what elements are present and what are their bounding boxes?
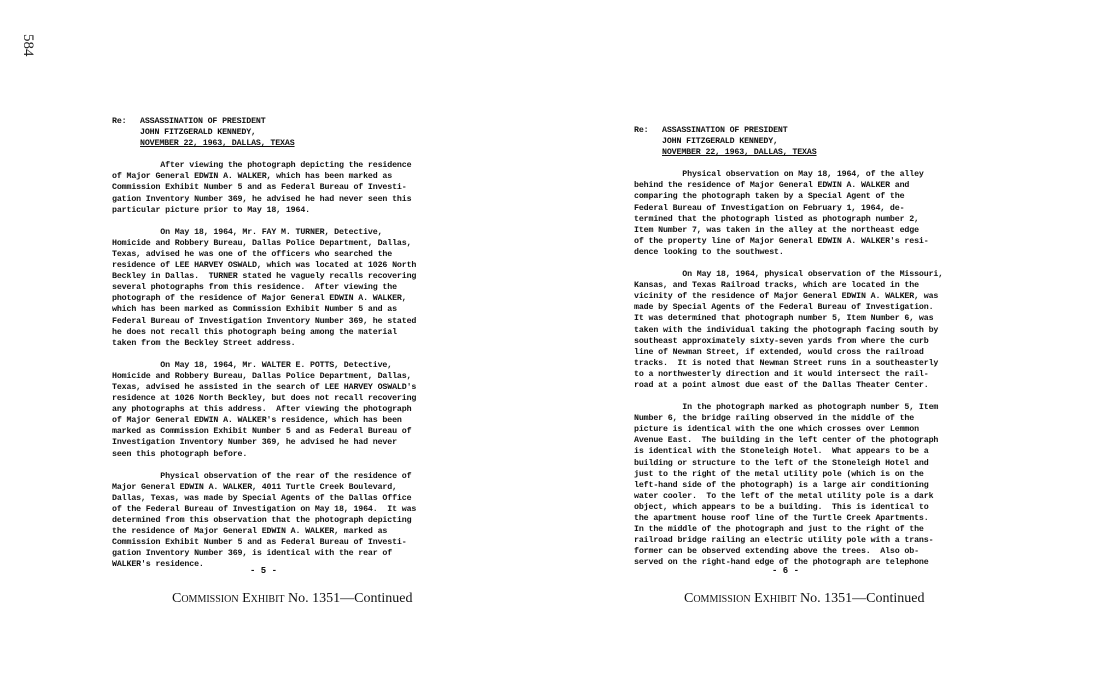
text-line: residence at 1026 North Beckley, but does not recall recovering (112, 394, 417, 404)
text-line: tracks. It is noted that Newman Street runs in a southeasterly (634, 358, 939, 368)
text-line: On May 18, 1964, Mr. WALTER E. POTTS, Detective, (112, 360, 393, 370)
text-line: In the middle of the photograph and just to the right of the (634, 525, 924, 535)
right-caption (684, 591, 924, 607)
text-line: residence of LEE HARVEY OSWALD, which was located at 1026 North (112, 261, 417, 271)
text-line: railroad bridge railing an electric utility pole with a trans- (634, 536, 934, 546)
text-line: Dallas, Texas, was made by Special Agents of the Dallas Office (112, 493, 412, 503)
right-re-label: Re: (634, 126, 649, 135)
text-line: of the Federal Bureau of Investigation on May 18, 1964. It was (112, 504, 417, 514)
text-line: Homicide and Robbery Bureau, Dallas Police Department, Dallas, (112, 238, 412, 248)
text-line: Texas, advised he was one of the officers who searched the (112, 249, 393, 259)
right-page-text (634, 125, 996, 568)
left-re-line: JOHN FITZGERALD KENNEDY, (140, 128, 256, 138)
text-line: dence looking to the southwest. (634, 247, 784, 257)
text-line: comparing the photograph taken by a Special Agent of the (634, 192, 905, 202)
right-page-label: - 6 - (772, 566, 800, 576)
text-line: served on the right-hand edge of the photograph are telephone (634, 558, 929, 568)
left-paragraph (112, 360, 472, 460)
left-caption-prefix: Commission Exhibit (172, 591, 285, 606)
text-line: line of Newman Street, if extended, would cross the railroad (634, 347, 924, 357)
text-line: Physical observation on May 18, 1964, of the alley (634, 170, 924, 180)
text-line: object, which appears to be a building. This is identical to (634, 502, 929, 512)
text-line: Beckley in Dallas. TURNER stated he vaguely recalls recovering (112, 272, 417, 282)
right-paragraphs (634, 169, 996, 568)
text-line: made by Special Agents of the Federal Bureau of Investigation. (634, 303, 934, 313)
left-page-label: - 5 - (250, 566, 278, 576)
text-line: left-hand side of the photograph) is a large air conditioning (634, 480, 929, 490)
right-re-line: JOHN FITZGERALD KENNEDY, (662, 137, 778, 147)
text-line: southeast approximately sixty-seven yards from where the curb (634, 336, 929, 346)
right-paragraph (634, 169, 996, 258)
text-line: It was determined that photograph number 5, Item Number 6, was (634, 314, 934, 324)
left-paragraph (112, 160, 472, 215)
text-line: After viewing the photograph depicting the residence (112, 161, 412, 171)
text-line: the apartment house roof line of the Turtle Creek Apartments. (634, 514, 929, 523)
right-paragraph (634, 402, 996, 568)
text-line: Homicide and Robbery Bureau, Dallas Police Department, Dallas, (112, 371, 412, 381)
text-line: behind the residence of Major General EDWIN A. WALKER and (634, 181, 910, 191)
text-line: seen this photograph before. (112, 449, 248, 459)
text-line: Number 6, the bridge railing observed in the middle of the (634, 414, 915, 424)
page-number: 584 (20, 34, 36, 57)
text-line: water cooler. To the left of the metal utility pole is a dark (634, 491, 934, 501)
text-line: any photographs at this address. After viewing the photograph (112, 405, 412, 415)
left-paragraph (112, 227, 472, 349)
text-line: marked as Commission Exhibit Number 5 and as Federal Bureau of (112, 427, 412, 437)
left-caption-rest: No. 1351—Continued (284, 591, 413, 606)
text-line: is identical with the Stoneleigh Hotel. What appears to be a (634, 447, 929, 457)
text-line: determined from this observation that the photograph depicting (112, 516, 412, 525)
right-paragraph (634, 269, 996, 391)
left-caption (172, 591, 412, 607)
text-line: Commission Exhibit Number 5 and as Federal Bureau of Investi- (112, 183, 407, 193)
text-line: to a northwesterly direction and it would intersect the rail- (634, 369, 929, 379)
text-line: Kansas, and Texas Railroad tracks, which are located in the (634, 281, 919, 291)
text-line: Avenue East. The building in the left center of the photograph (634, 436, 939, 446)
text-line: On May 18, 1964, Mr. FAY M. TURNER, Detective, (112, 227, 383, 237)
right-caption-rest: No. 1351—Continued (796, 591, 925, 606)
text-line: several photographs from this residence. After viewing the (112, 283, 397, 293)
text-line: particular picture prior to May 18, 1964. (112, 205, 310, 215)
text-line: gation Inventory Number 369, is identical with the rear of (112, 549, 393, 559)
text-line: vicinity of the residence of Major General EDWIN A. WALKER, was (634, 292, 939, 302)
right-re-header (634, 125, 996, 158)
text-line: of Major General EDWIN A. WALKER, which has been marked as (112, 172, 393, 182)
right-re-line: NOVEMBER 22, 1963, DALLAS, TEXAS (662, 148, 817, 158)
left-re-label: Re: (112, 117, 127, 126)
text-line: taken with the individual taking the photograph facing south by (634, 325, 939, 335)
text-line: of Major General EDWIN A. WALKER's residence, which has been (112, 416, 402, 426)
text-line: of the property line of Major General EDWIN A. WALKER's resi- (634, 236, 929, 246)
text-line: road at a point almost due east of the Dallas Theater Center. (634, 380, 929, 390)
left-re-header (112, 116, 472, 149)
text-line: In the photograph marked as photograph number 5, Item (634, 403, 939, 413)
left-re-line: ASSASSINATION OF PRESIDENT (140, 117, 266, 126)
text-line: which has been marked as Commission Exhibit Number 5 and as (112, 305, 397, 315)
text-line: termined that the photograph listed as photograph number 2, (634, 214, 919, 224)
text-line: just to the right of the metal utility pole (which is on the (634, 469, 924, 479)
right-re-line: ASSASSINATION OF PRESIDENT (662, 126, 788, 135)
text-line: Texas, advised he assisted in the search of LEE HARVEY OSWALD's (112, 382, 417, 392)
text-line: he does not recall this photograph being among the material (112, 327, 397, 337)
text-line: former can be observed extending above the trees. Also ob- (634, 547, 919, 557)
text-line: gation Inventory Number 369, he advised he had never seen this (112, 194, 412, 204)
text-line: Item Number 7, was taken in the alley at the northeast edge (634, 225, 919, 235)
text-line: taken from the Beckley Street address. (112, 338, 296, 348)
left-page-text (112, 116, 472, 570)
text-line: photograph of the residence of Major General EDWIN A. WALKER, (112, 294, 407, 304)
right-caption-prefix: Commission Exhibit (684, 591, 797, 606)
text-line: Investigation Inventory Number 369, he advised he had never (112, 438, 397, 448)
left-re-line: NOVEMBER 22, 1963, DALLAS, TEXAS (140, 139, 295, 149)
text-line: the residence of Major General EDWIN A. WALKER, marked as (112, 527, 388, 537)
left-paragraph (112, 471, 472, 571)
text-line: building or structure to the left of the Stoneleigh Hotel and (634, 458, 929, 468)
text-line: Federal Bureau of Investigation on February 1, 1964, de- (634, 203, 905, 213)
left-paragraphs (112, 160, 472, 570)
text-line: On May 18, 1964, physical observation of the Missouri, (634, 270, 944, 280)
text-line: Major General EDWIN A. WALKER, 4011 Turtle Creek Boulevard, (112, 482, 397, 492)
text-line: Federal Bureau of Investigation Inventory Number 369, he stated (112, 316, 417, 326)
text-line: Physical observation of the rear of the residence of (112, 471, 412, 481)
text-line: picture is identical with the one which crosses over Lemmon (634, 425, 919, 435)
text-line: Commission Exhibit Number 5 and as Federal Bureau of Investi- (112, 538, 407, 548)
text-line: WALKER's residence. (112, 560, 204, 570)
